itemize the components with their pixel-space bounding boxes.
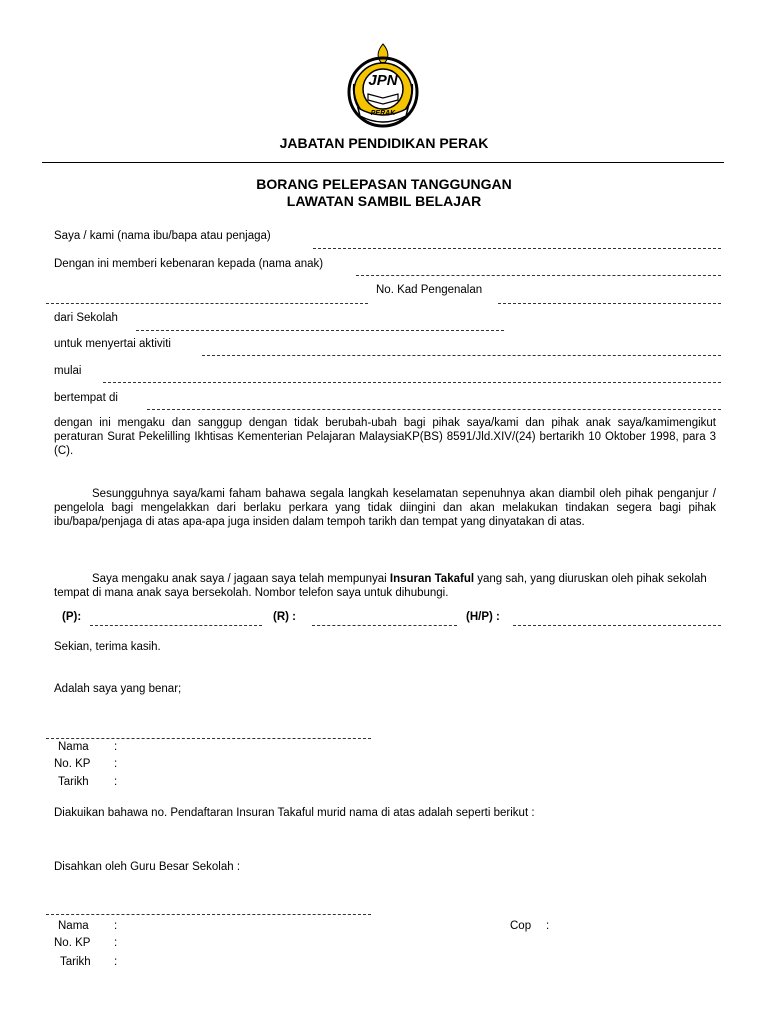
logo-emblem-text: JPN (368, 72, 398, 89)
jpn-perak-logo (340, 42, 426, 128)
sig1-kp-label: No. KP (54, 758, 91, 770)
start-label: mulai (54, 365, 82, 377)
stamp-label: Cop (510, 920, 532, 932)
location-line[interactable] (147, 409, 721, 410)
closing-thanks: Sekian, terima kasih. (54, 641, 161, 653)
sig2-name-colon: : (114, 920, 118, 932)
stamp-colon: : (546, 920, 550, 932)
insurance-ack-text: Diakuikan bahawa no. Pendaftaran Insuran Takaful murid nama di atas adalah seperti berikut : (54, 807, 535, 819)
understanding-text: Sesungguhnya saya/kami faham bahawa segala langkah keselamatan sepenuhnya akan diambil oleh pihak penganjur / pengelola bagi mengelakkan dari berlaku perkara yang tidak diingini dan akan melakukan tindakan segera bagi pihak ibu/bapa/penjaga di atas apa-apa juga insiden dalam tempoh tarikh dan tempat yang dinyatakan di atas. (54, 488, 716, 528)
sig1-kp-colon: : (114, 758, 118, 770)
department-heading: JABATAN PENDIDIKAN PERAK (279, 135, 489, 151)
school-label: dari Sekolah (54, 312, 118, 324)
headmaster-verification: Disahkan oleh Guru Besar Sekolah : (54, 861, 241, 873)
understanding-paragraph (54, 487, 716, 529)
child-name-line[interactable] (356, 275, 721, 276)
insurance-takaful-bold: Insuran Takaful (389, 573, 475, 585)
parent-signature-line[interactable] (46, 738, 371, 739)
form-title-line1: BORANG PELEPASAN TANGGUNGAN (256, 176, 512, 192)
sig1-date-colon: : (114, 776, 118, 788)
phone-p-label: (P): (62, 611, 82, 623)
header-divider (42, 162, 724, 163)
ic-number-line-right[interactable] (498, 303, 721, 304)
declaration-paragraph: dengan ini mengaku dan sanggup dengan tidak berubah-ubah bagi pihak saya/kami dan pihak anak saya/kamimengikut peraturan Surat Pekelilling Ikhtisas Kementerian Pelajaran MalaysiaKP(BS) 8591/Jld.XIV/(24) bertarikh 10 Oktober 1998, para 3 (C). (54, 417, 716, 457)
insurance-text-post: yang sah, yang diuruskan oleh pihak sekolah tempat di mana anak saya bersekolah. Nombor telefon saya untuk dihubungi. (54, 573, 707, 599)
parent-name-label: Saya / kami (nama ibu/bapa atau penjaga) (54, 230, 271, 242)
headmaster-signature-line[interactable] (46, 914, 371, 915)
activity-label: untuk menyertai aktiviti (54, 338, 171, 350)
logo-ribbon-text: PERAK (370, 110, 396, 117)
sig1-name-label: Nama (58, 741, 89, 753)
insurance-paragraph (54, 572, 716, 600)
school-line[interactable] (136, 330, 504, 331)
sig2-date-colon: : (114, 956, 118, 968)
insurance-text-pre: Saya mengaku anak saya / jagaan saya telah mempunyai (92, 573, 390, 585)
phone-p-line[interactable] (90, 625, 262, 626)
location-label: bertempat di (54, 392, 118, 404)
ic-number-line-left[interactable] (46, 303, 368, 304)
activity-line[interactable] (202, 355, 721, 356)
sig2-date-label: Tarikh (60, 956, 91, 968)
phone-hp-label: (H/P) : (466, 611, 500, 623)
sig2-name-label: Nama (58, 920, 89, 932)
phone-r-line[interactable] (312, 625, 457, 626)
sig2-kp-label: No. KP (54, 937, 91, 949)
sig1-name-colon: : (114, 741, 118, 753)
sig1-date-label: Tarikh (58, 776, 89, 788)
phone-hp-line[interactable] (513, 625, 721, 626)
sig2-kp-colon: : (114, 937, 118, 949)
closing-sincerely: Adalah saya yang benar; (54, 683, 182, 695)
form-title-line2: LAWATAN SAMBIL BELAJAR (286, 193, 482, 209)
child-name-label: Dengan ini memberi kebenaran kepada (nama anak) (54, 258, 324, 270)
ic-number-label: No. Kad Pengenalan (376, 284, 483, 296)
phone-r-label: (R) : (273, 611, 296, 623)
parent-name-line[interactable] (313, 248, 721, 249)
start-line[interactable] (103, 382, 721, 383)
